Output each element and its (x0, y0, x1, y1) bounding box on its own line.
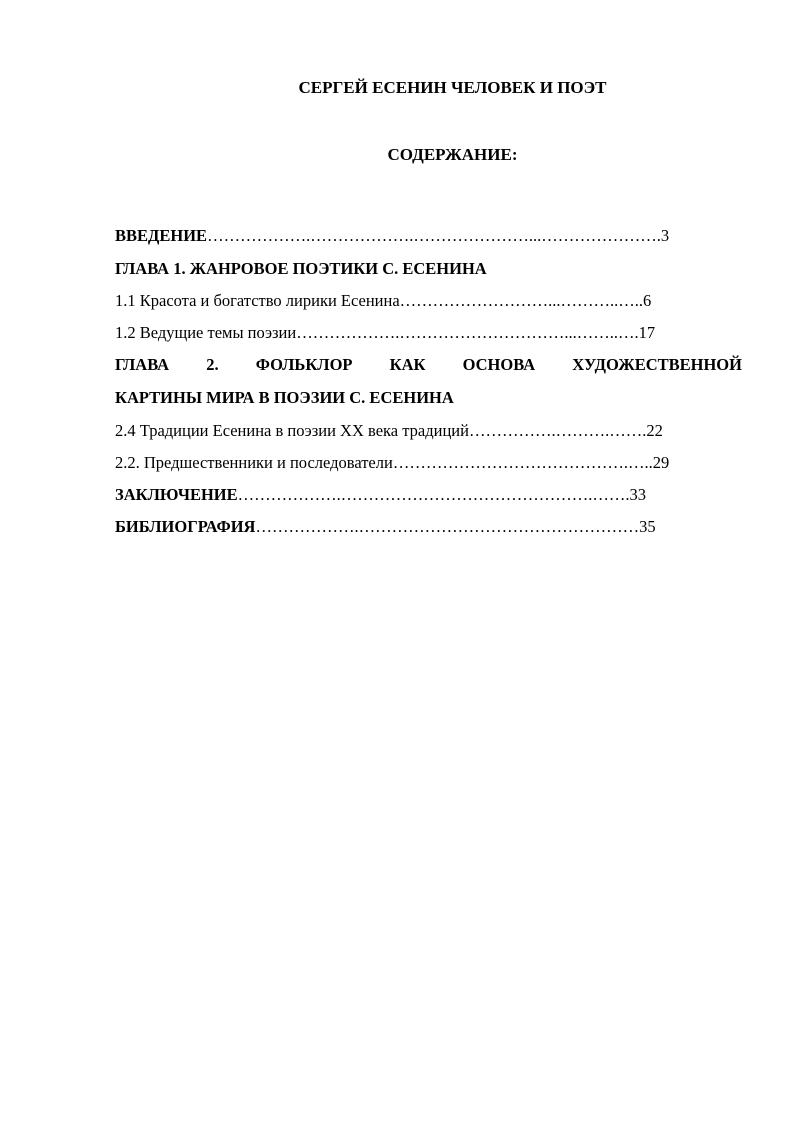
toc-leader: …………………………………….….. (392, 453, 653, 472)
toc-page-number: 3 (660, 226, 670, 245)
toc-leader: …………….……….……. (468, 421, 647, 440)
chapter2-word: ХУДОЖЕСТВЕННОЙ (572, 355, 742, 374)
toc-entry-label: 2.2. Предшественники и последователи (115, 453, 393, 472)
toc-entry-bibliography (115, 517, 656, 537)
toc-page-number: 17 (638, 323, 656, 342)
toc-entry-conclusion (115, 485, 646, 505)
toc-entry-1-2 (115, 323, 655, 343)
toc-leader: ……………….……………….…………………...…………………. (207, 226, 661, 245)
toc-entry-intro (115, 226, 669, 246)
chapter2-word: ФОЛЬКЛОР (255, 355, 353, 374)
toc-leader: ……………….……………………………………….……. (237, 485, 630, 504)
chapter2-word: КАК (389, 355, 426, 374)
toc-leader: ………………………...………..….. (399, 291, 644, 310)
toc-page-number: 22 (646, 421, 663, 440)
chapter2-word: ГЛАВА (115, 355, 170, 374)
document-title: СЕРГЕЙ ЕСЕНИН ЧЕЛОВЕК И ПОЭТ (298, 78, 607, 97)
toc-page-number: 35 (639, 517, 656, 536)
toc-heading: СОДЕРЖАНИЕ: (387, 145, 518, 164)
toc-entry-label: БИБЛИОГРАФИЯ (115, 517, 256, 536)
toc-entry-label: 1.1 Красота и богатство лирики Есенина (115, 291, 400, 310)
toc-entry-label: ЗАКЛЮЧЕНИЕ (115, 485, 238, 504)
toc-entry-1-1 (115, 291, 651, 311)
toc-entry-label: ВВЕДЕНИЕ (115, 226, 208, 245)
toc-entry-label: 2.4 Традиции Есенина в поэзии XX века традиций (115, 421, 469, 440)
toc-entry-chapter1: ГЛАВА 1. ЖАНРОВОЕ ПОЭТИКИ С. ЕСЕНИНА (115, 259, 487, 278)
chapter2-word: ОСНОВА (462, 355, 536, 374)
toc-entry-2-2 (115, 453, 669, 473)
toc-entry-chapter2-line2: КАРТИНЫ МИРА В ПОЭЗИИ С. ЕСЕНИНА (115, 388, 454, 407)
toc-page-number: 29 (652, 453, 670, 472)
chapter2-word: 2. (206, 355, 219, 374)
toc-page-number: 6 (643, 291, 652, 310)
toc-entry-2-4 (115, 421, 663, 441)
toc-leader: ……………….…………………………………………… (255, 517, 640, 536)
toc-entry-label: 1.2 Ведущие темы поэзии (115, 323, 297, 342)
toc-leader: ……………….…………………………...……..…. (296, 323, 639, 342)
toc-page-number: 33 (629, 485, 646, 504)
toc-entry-chapter2-line1 (115, 355, 742, 375)
